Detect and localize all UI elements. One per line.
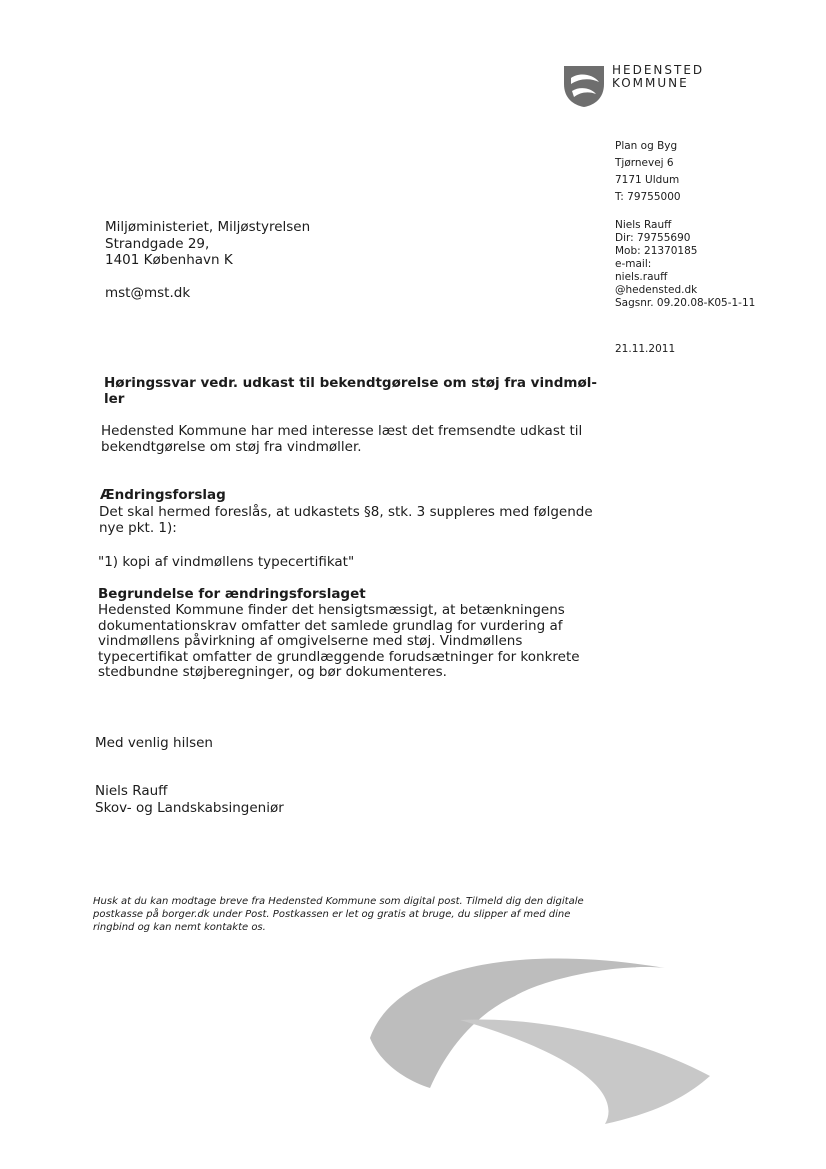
intro-paragraph: Hedensted Kommune har med interesse læst det fremsendte udkast til bekendtgørelse om støj fra vindmøller. [101,423,583,455]
recipient-email: mst@mst.dk [105,285,191,301]
department-city: 7171 Uldum [615,174,680,186]
recipient-address [105,219,310,269]
aendring-paragraph: Det skal hermed foreslås, at udkastets §8, stk. 3 suppleres med følgende nye pkt. 1): [99,504,593,536]
recipient-line-3: 1401 København K [105,252,233,268]
begrundelse-paragraph: Hedensted Kommune finder det hensigtsmæssigt, at betænkningens dokumentationskrav omfatter det samlede grundlag for vurdering af vindmøllens påvirkning af omgivelserne med støj. Vindmøllens typecertifikat omfatter de grundlæggende forudsætninger for konkrete stedbundne støjberegninger, og bør dokumenteres. [98,602,580,680]
sender-email-domain: @hedensted.dk [615,284,698,296]
case-number: Sagsnr. 09.20.08-K05-1-11 [615,297,756,309]
sender-name: Niels Rauff [615,219,672,231]
logo-line-1: HEDENSTED [612,63,705,77]
department-address [615,138,681,206]
sender-contact [615,219,755,310]
hedensted-emblem-icon [563,64,605,108]
sender-email-user: niels.rauff [615,271,668,283]
letter-subject: Høringssvar vedr. udkast til bekendtgørelse om støj fra vindmøl-ler [104,375,597,407]
letter-date: 21.11.2011 [615,343,676,355]
proposal-quote: "1) kopi af vindmøllens typecertifikat" [98,554,355,570]
sender-mobile: Mob: 21370185 [615,245,698,257]
recipient-line-2: Strandgade 29, [105,235,210,252]
department-name: Plan og Byg [615,140,678,152]
aendring-heading: Ændringsforslag [100,487,226,503]
recipient-line-1: Miljøministeriet, Miljøstyrelsen [105,219,311,235]
department-street: Tjørnevej 6 [615,157,674,169]
municipality-logo-text [612,64,704,90]
sender-email-label: e-mail: [615,258,652,270]
closing-greeting: Med venlig hilsen [95,735,213,751]
begrundelse-heading: Begrundelse for ændringsforslaget [98,586,366,602]
signature-title: Skov- og Landskabsingeniør [95,800,284,816]
sender-direct-phone: Dir: 79755690 [615,232,691,244]
signature-name: Niels Rauff [95,783,168,799]
digital-post-note: Husk at du kan modtage breve fra Hedensted Kommune som digital post. Tilmeld dig den digitale postkasse på borger.dk under Post. Postkassen er let og gratis at bruge, du slipper af med dine ringbind og kan nemt kontakte os. [93,896,584,933]
logo-line-2: KOMMUNE [612,76,689,90]
watermark-swoosh-icon [365,948,715,1126]
department-phone: T: 79755000 [615,191,681,203]
